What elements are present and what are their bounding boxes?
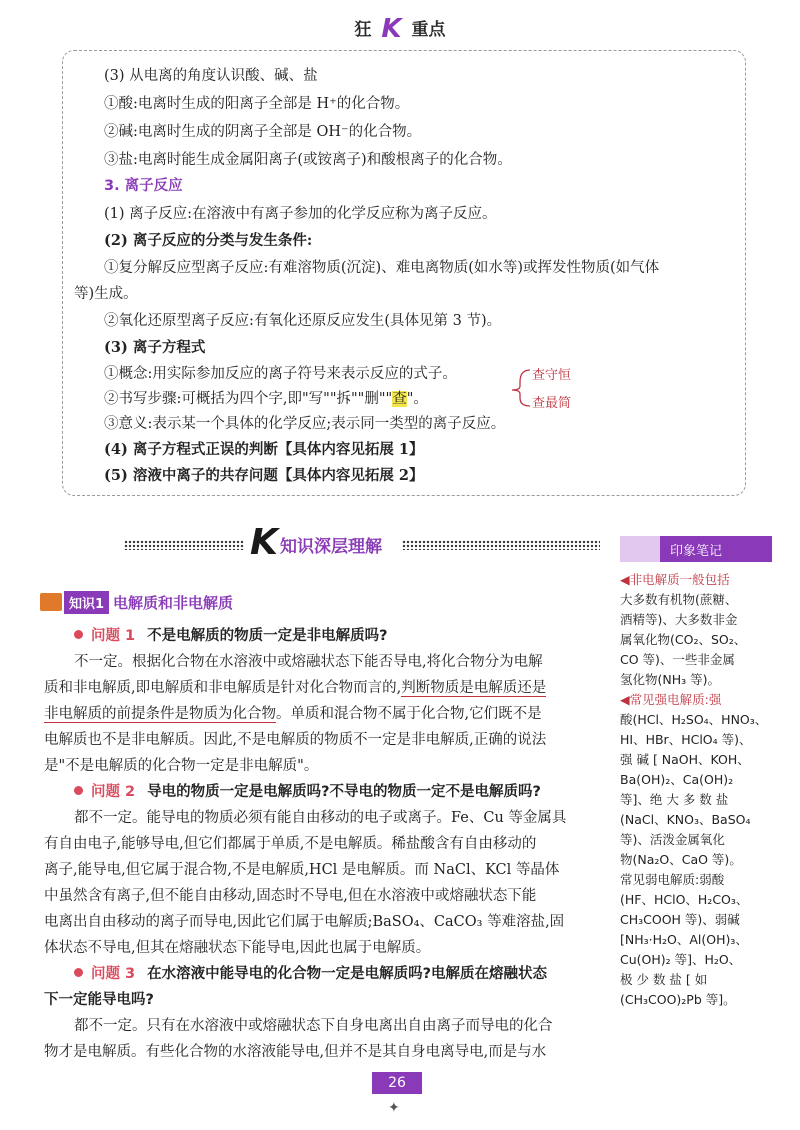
bullet-icon <box>74 786 83 795</box>
k-icon: K <box>250 522 278 563</box>
box-line: (3) 从电离的角度认识酸、碱、盐 <box>104 68 318 84</box>
box-line: (4) 离子方程式正误的判断【具体内容见拓展 1】 <box>104 441 424 458</box>
elephant-icon <box>620 536 660 562</box>
underline-text: 判断物质是电解质还是 <box>401 680 547 696</box>
side-note-line: 等]、绝 大 多 数 盐 <box>620 792 729 807</box>
side-note-line: 极 少 数 盐 [ 如 <box>620 972 708 987</box>
answer-line: 中虽然含有离子,但不能自由移动,固态时不导电,但在水溶液中或熔融状态下能 <box>44 888 537 904</box>
box-line: ③盐:电离时能生成金属阳离子(或铵离子)和酸根离子的化合物。 <box>104 152 512 168</box>
question-1: 问题 1 不是电解质的物质一定是非电解质吗? <box>74 626 388 646</box>
box-line: (1) 离子反应:在溶液中有离子参加的化学反应称为离子反应。 <box>104 206 497 222</box>
bird-icon: ✦ <box>388 1100 400 1116</box>
highlight-word: 查 <box>392 391 407 407</box>
side-note-line: (NaCl、KNO₃、BaSO₄ <box>620 812 751 827</box>
answer-line: 都不一定。只有在水溶液中或熔融状态下自身电离出自由离子而导电的化合 <box>74 1018 553 1034</box>
answer-line: 有自由电子,能够导电,但它们都属于单质,不是电解质。稀盐酸含有自由移动的 <box>44 836 537 852</box>
knowledge-title: 电解质和非电解质 <box>113 593 234 612</box>
box-line: ②氧化还原型离子反应:有氧化还原反应发生(具体见第 3 节)。 <box>104 313 502 329</box>
side-note-line: ◀非电解质一般包括 <box>620 572 730 587</box>
box-line: (3) 离子方程式 <box>104 339 206 356</box>
page-header <box>0 14 800 44</box>
answer-line: 质和非电解质,即电解质和非电解质是针对化合物而言的,判断物质是电解质还是 <box>44 680 547 696</box>
side-note-line: 等)、活泼金属氧化 <box>620 832 725 847</box>
box-line: 等)生成。 <box>74 286 138 302</box>
side-notes-header <box>620 536 772 562</box>
box-line: (2) 离子反应的分类与发生条件: <box>104 232 313 249</box>
side-note-line: ◀常见强电解质:强 <box>620 692 722 707</box>
book-icon <box>40 593 62 611</box>
box-line: (5) 溶液中离子的共存问题【具体内容见拓展 2】 <box>104 467 424 484</box>
answer-line: 物才是电解质。有些化合物的水溶液能导电,但并不是其自身电离导电,而是与水 <box>44 1044 547 1060</box>
answer-line: 电离出自由移动的离子而导电,因此它们属于电解质;BaSO₄、CaCO₃ 等难溶盐,固 <box>44 914 565 930</box>
section-banner <box>142 522 602 564</box>
side-note-line: Cu(OH)₂ 等]、H₂O、 <box>620 952 742 967</box>
handwritten-note: 查最简 <box>532 396 572 411</box>
side-note-line: 酒精等)、大多数非金 <box>620 612 738 627</box>
side-note-line: 物(Na₂O、CaO 等)。 <box>620 852 742 867</box>
side-note-line: (HF、HClO、H₂CO₃、 <box>620 892 749 907</box>
bullet-icon <box>74 630 83 639</box>
answer-line: 不一定。根据化合物在水溶液中或熔融状态下能否导电,将化合物分为电解 <box>74 654 543 670</box>
header-left: 狂 <box>354 20 372 40</box>
side-note-line: HI、HBr、HClO₄ 等)、 <box>620 732 752 747</box>
banner-title: 知识深层理解 <box>280 537 382 557</box>
brace-arrow-icon <box>508 364 534 410</box>
box-line: ②书写步骤:可概括为四个字,即"写""拆""删""查"。 <box>104 391 428 407</box>
question-2: 问题 2 导电的物质一定是电解质吗?不导电的物质一定不是电解质吗? <box>74 782 541 802</box>
section-title: 3. 离子反应 <box>104 178 183 194</box>
side-note-line: 大多数有机物(蔗糖、 <box>620 592 738 607</box>
side-notes-title: 印象笔记 <box>670 543 723 559</box>
header-right: 重点 <box>411 20 446 40</box>
bullet-icon <box>74 968 83 977</box>
dotted-divider <box>402 540 600 550</box>
knowledge-header <box>40 590 233 614</box>
answer-line: 非电解质的前提条件是物质为化合物。单质和混合物不属于化合物,它们既不是 <box>44 706 542 722</box>
side-note-line: 酸(HCl、H₂SO₄、HNO₃、 <box>620 712 768 727</box>
answer-line: 是"不是电解质的化合物一定是非电解质"。 <box>44 758 319 774</box>
box-line: ①酸:电离时生成的阳离子全部是 H⁺的化合物。 <box>104 96 410 112</box>
side-note-line: Ba(OH)₂、Ca(OH)₂ <box>620 772 734 787</box>
side-note-line: [NH₃·H₂O、Al(OH)₃、 <box>620 932 748 947</box>
question-3-cont: 下一定能导电吗? <box>44 992 154 1008</box>
side-note-line: CO 等)、一些非金属 <box>620 652 735 667</box>
side-note-line: (CH₃COO)₂Pb 等]。 <box>620 992 736 1007</box>
answer-line: 体状态不导电,但其在熔融状态下能导电,因此也属于电解质。 <box>44 940 431 956</box>
page-number: 26 <box>372 1072 422 1094</box>
side-note-line: 氢化物(NH₃ 等)。 <box>620 672 720 687</box>
side-note-line: CH₃COOH 等)、弱碱 <box>620 912 740 927</box>
side-note-line: 属氧化物(CO₂、SO₂、 <box>620 632 747 647</box>
side-note-line: 强 碱 [ NaOH、KOH、 <box>620 752 750 767</box>
question-3: 问题 3 在水溶液中能导电的化合物一定是电解质吗?电解质在熔融状态 <box>74 964 547 984</box>
k-logo: K <box>381 14 402 44</box>
underline-text: 非电解质的前提条件是物质为化合物 <box>44 706 276 722</box>
box-line: ②碱:电离时生成的阴离子全部是 OH⁻的化合物。 <box>104 124 422 140</box>
box-line: ①复分解反应型离子反应:有难溶物质(沉淀)、难电离物质(如水等)或挥发性物质(如气体 <box>104 260 660 276</box>
box-line: ①概念:用实际参加反应的离子符号来表示反应的式子。 <box>104 366 457 382</box>
box-line: ③意义:表示某一个具体的化学反应;表示同一类型的离子反应。 <box>104 416 506 432</box>
side-note-line: 常见弱电解质:弱酸 <box>620 872 725 887</box>
answer-line: 离子,能导电,但它属于混合物,不是电解质,HCl 是电解质。而 NaCl、KCl 等晶体 <box>44 862 560 878</box>
dotted-divider <box>124 540 244 550</box>
handwritten-note: 查守恒 <box>532 368 572 383</box>
answer-line: 电解质也不是非电解质。因此,不是电解质的物质不一定是非电解质,正确的说法 <box>44 732 547 748</box>
knowledge-tag: 知识1 <box>64 591 109 614</box>
answer-line: 都不一定。能导电的物质必须有能自由移动的电子或离子。Fe、Cu 等金属具 <box>74 810 567 826</box>
